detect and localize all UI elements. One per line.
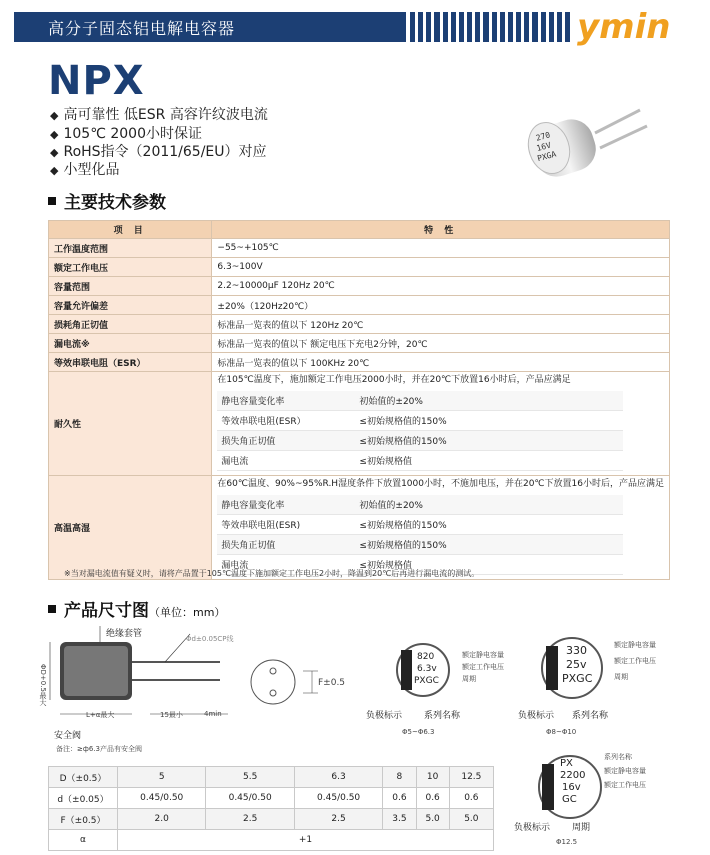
table-row: D（±0.5） 5 5.5 6.3 8 10 12.5 (49, 767, 494, 788)
feature-item: ◆ 105℃ 2000小时保证 (50, 126, 202, 142)
feature-item: ◆ 高可靠性 低ESR 高容许纹波电流 (50, 107, 268, 123)
mark1-v2: PXGC (414, 676, 439, 686)
section-title-spec: 主要技术参数 (48, 188, 166, 213)
table-row: 额定工作电压 6.3~100V (49, 258, 670, 277)
dimension-table (48, 766, 494, 851)
table-row: 等效串联电阻（ESR） 标准品一览表的值以下 100KHz 20℃ (49, 353, 670, 372)
mark1-v1: 6.3v (417, 664, 437, 674)
footnote: ※当对漏电流值有疑义时，请将产品置于105℃温度下施加额定工作电压2小时，降温到20℃后再进行漏电流的测试。 (64, 569, 480, 578)
table-row: 漏电流※ 标准品一览表的值以下 额定电压下充电2分钟，20℃ (49, 334, 670, 353)
feature-item: ◆ RoHS指令（2011/65/EU）对应 (50, 144, 267, 160)
len-label: L+α最大 (86, 711, 115, 719)
table-row-durability: 耐久性 在105℃温度下，施加额定工作电压2000小时，并在20℃下放置16小时后，产品应满足 静电容量变化率 初始值的±20% 等效串联电阻(ESR） ≤初始规格值的150% 损失角正切值 ≤初始规格值的150% 漏电流 ≤初始规格值 (49, 372, 670, 476)
table-row: α +1 (49, 830, 494, 851)
mark2-v1: 25v (566, 658, 587, 671)
feature-item: ◆ 小型化品 (50, 162, 120, 178)
col-item: 项 目 (49, 221, 212, 239)
table-row: F（±0.5） 2.0 2.5 2.5 3.5 5.0 5.0 (49, 809, 494, 830)
table-row: 工作温度范围 −55~+105℃ (49, 239, 670, 258)
capacitor-photo (525, 108, 655, 188)
spec-table (48, 220, 670, 580)
model-name: NPX (48, 58, 145, 104)
wire-label: Φd±0.05CP线 (186, 635, 234, 643)
table-row: d（±0.05） 0.45/0.50 0.45/0.50 0.45/0.50 0.6 0.6 0.6 (49, 788, 494, 809)
lead-label: 15最小 (160, 711, 183, 719)
svg-text:270: 270 (534, 130, 552, 143)
mark1-v0: 820 (417, 652, 435, 662)
svg-text:PXGA: PXGA (536, 149, 558, 164)
section-title-dims: 产品尺寸图（单位：mm） (48, 596, 225, 621)
mark2-v0: 330 (566, 644, 587, 657)
f-label: F±0.5 (318, 678, 346, 688)
table-row: 损耗角正切值 标准品一览表的值以下 120Hz 20℃ (49, 315, 670, 334)
lead2-label: 4min (204, 710, 222, 718)
table-row-humidity: 高温高湿 在60℃温度、90%~95%R.H湿度条件下放置1000小时，不施加电压，并在20℃下放置16小时后，产品应满足 静电容量变化率 初始值的±20% 等效串联电阻(ESR) ≤初始规格值的150% 损失角正切值 ≤初始规格值的150% 漏电流 ≤初始规格值 (49, 476, 670, 580)
vent-note: 备注：≥ф6.3产品有安全阀 (56, 745, 142, 753)
vent-label: 安全阀 (54, 731, 82, 741)
ymin-logo (575, 6, 675, 46)
sleeve-label: 绝缘套管 (106, 629, 143, 639)
mark2-v2: PXGC (562, 672, 593, 685)
header-stripes (410, 12, 570, 42)
svg-text:16V: 16V (535, 140, 552, 154)
dia-label: ΦD+0.5最大 (39, 664, 47, 706)
logo-text: ymin (577, 7, 671, 46)
header-title: 高分子固态铝电解电容器 (48, 19, 236, 38)
col-char: 特 性 (212, 221, 670, 239)
header-bar (14, 12, 406, 42)
table-row: 容量允许偏差 ±20%（120Hz20℃） (49, 296, 670, 315)
table-row: 容量范围 2.2~10000μF 120Hz 20℃ (49, 277, 670, 296)
